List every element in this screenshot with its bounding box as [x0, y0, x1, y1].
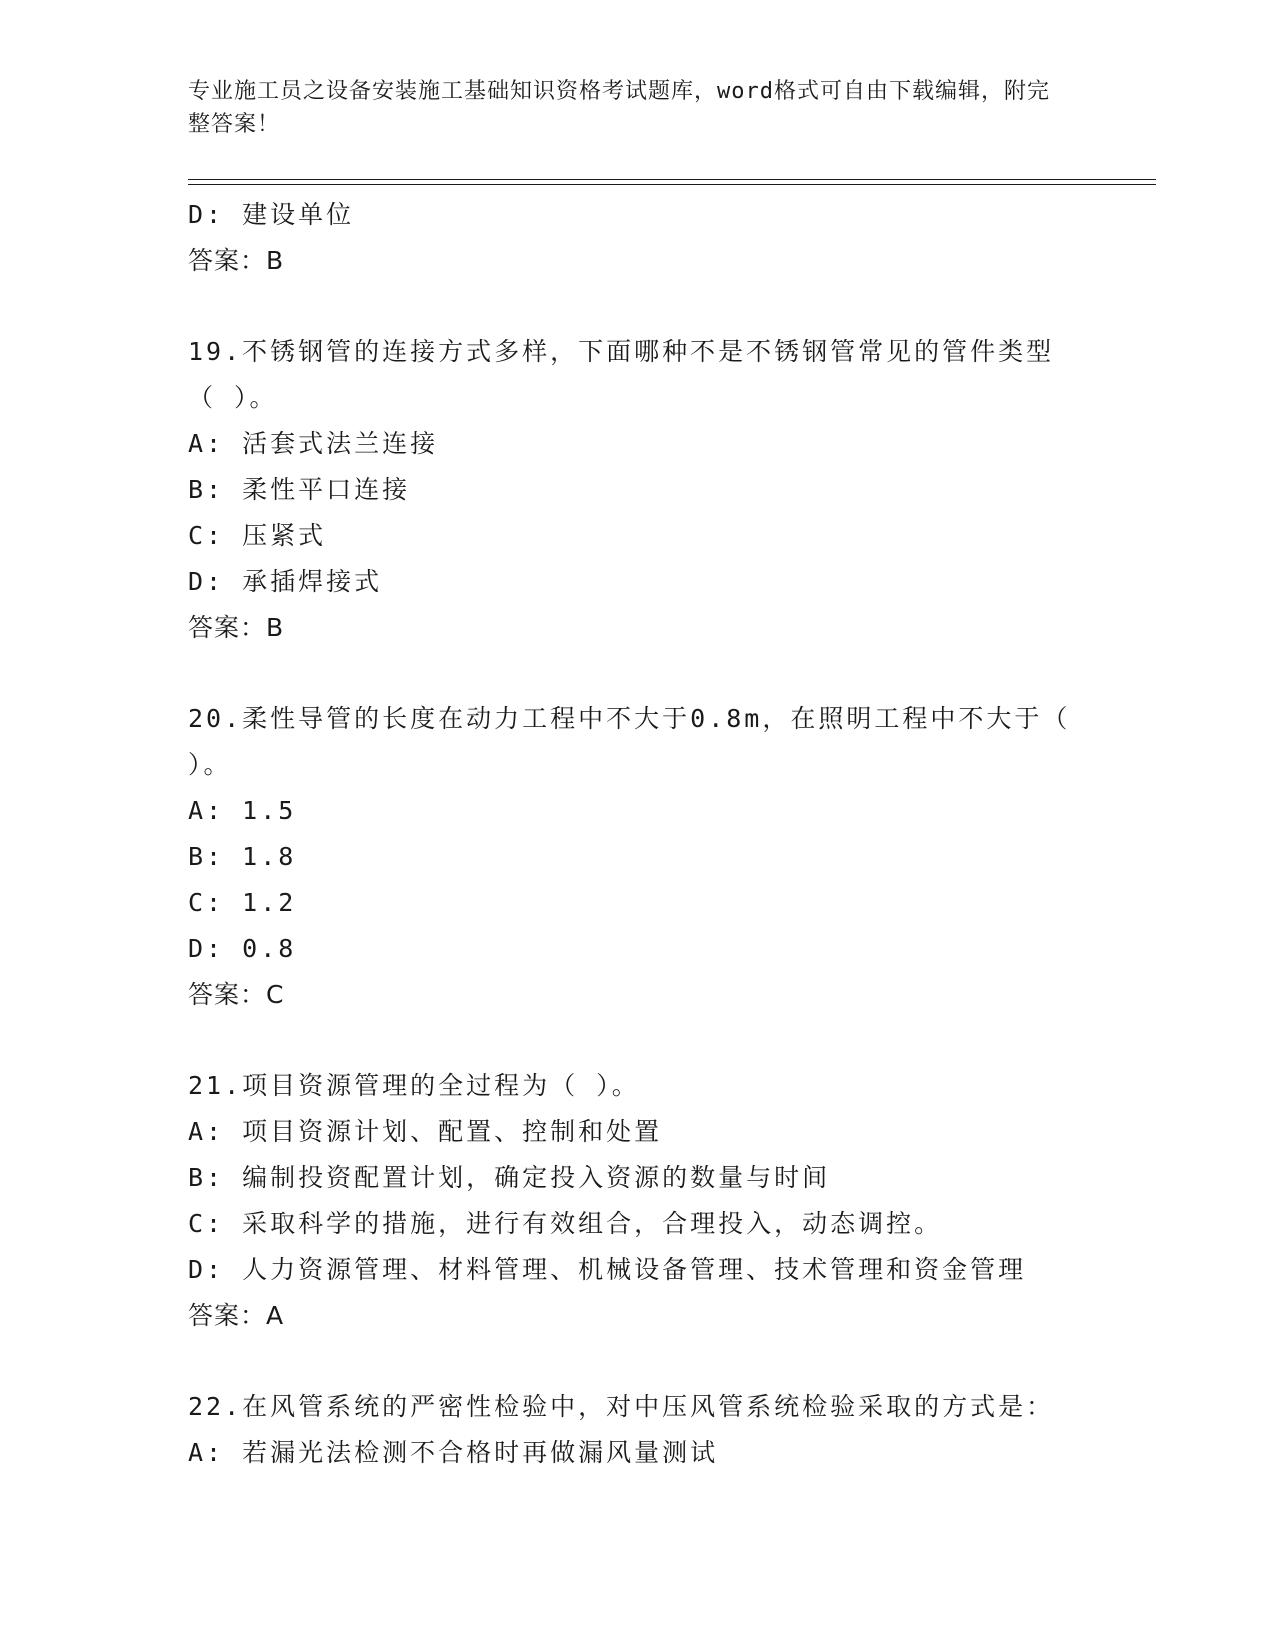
question-stem: 21.项目资源管理的全过程为（ ）。	[188, 1071, 640, 1100]
header-divider-top	[188, 179, 1156, 180]
answer-line: 答案：B	[188, 613, 285, 642]
question-stem: 20.柔性导管的长度在动力工程中不大于0.8m，在照明工程中不大于（	[188, 704, 1071, 733]
question-19	[188, 329, 1148, 651]
option-c: C: 采取科学的措施，进行有效组合，合理投入，动态调控。	[188, 1209, 943, 1238]
option-c: C: 1.2	[188, 888, 297, 917]
option-b: B: 柔性平口连接	[188, 475, 411, 504]
answer-line: 答案：C	[188, 980, 285, 1009]
option-d: D: 0.8	[188, 934, 297, 963]
option-b: B: 1.8	[188, 842, 297, 871]
question-20	[188, 696, 1148, 1018]
header-divider-bottom	[188, 184, 1156, 185]
answer-line: 答案：A	[188, 1301, 285, 1330]
option-b: B: 编制投资配置计划，确定投入资源的数量与时间	[188, 1163, 831, 1192]
option-d: D: 承插焊接式	[188, 567, 383, 596]
question-stem: 22.在风管系统的严密性检验中，对中压风管系统检验采取的方式是：	[188, 1392, 1055, 1421]
question-stem: 19.不锈钢管的连接方式多样，下面哪种不是不锈钢管常见的管件类型	[188, 337, 1055, 366]
question-22	[188, 1384, 1148, 1476]
option-d: D: 人力资源管理、材料管理、机械设备管理、技术管理和资金管理	[188, 1255, 1027, 1284]
option-a: A: 1.5	[188, 796, 297, 825]
option-a: A: 项目资源计划、配置、控制和处置	[188, 1117, 663, 1146]
document-header: 专业施工员之设备安装施工基础知识资格考试题库，word格式可自由下载编辑，附完整答案！	[188, 79, 1050, 137]
answer-line: 答案：B	[188, 246, 285, 275]
question-stem-continuation: ）。	[188, 750, 232, 779]
option-d: D: 建设单位	[188, 200, 355, 229]
option-c: C: 压紧式	[188, 521, 327, 550]
question-21	[188, 1063, 1148, 1339]
question-list	[188, 192, 1148, 1476]
question-stem-continuation: （ ）。	[188, 383, 278, 412]
option-a: A: 若漏光法检测不合格时再做漏风量测试	[188, 1438, 719, 1467]
option-a: A: 活套式法兰连接	[188, 429, 439, 458]
